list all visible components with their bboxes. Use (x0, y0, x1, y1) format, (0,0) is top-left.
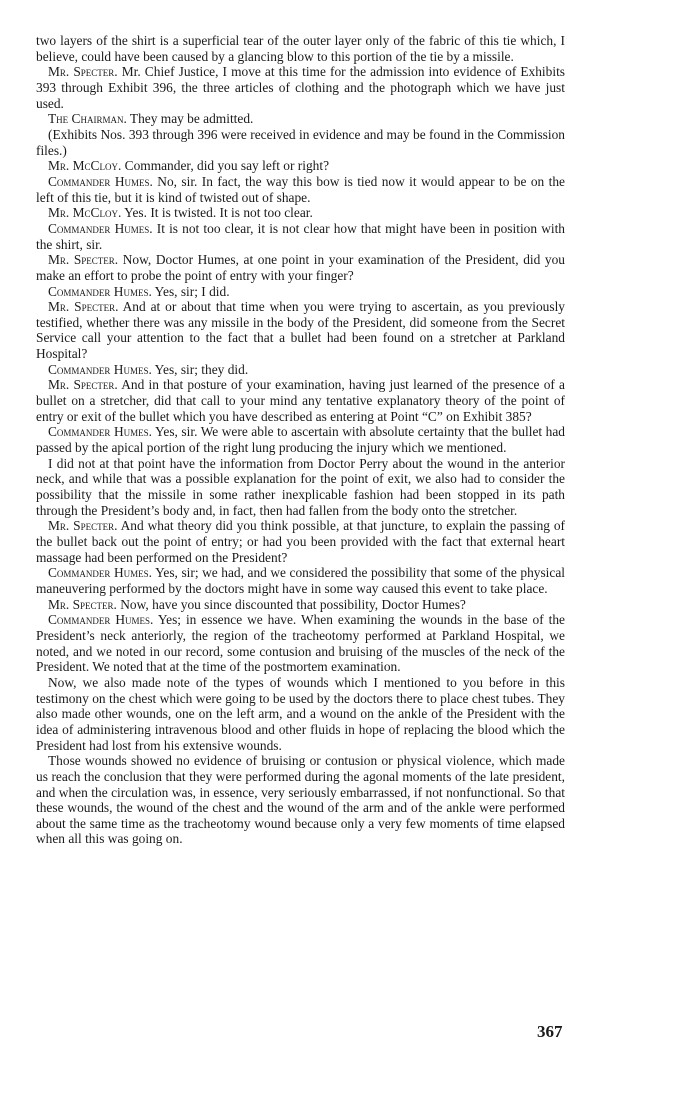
paragraph (36, 377, 565, 424)
speaker-name: The Chairman. (48, 111, 127, 127)
paragraph (36, 362, 565, 378)
paragraph-text: And what theory did you think possible, at that juncture, to explain the passing of the bullet back out the point of entry; or had you been provided with the fact that external heart massage had been performed on the President? (36, 518, 566, 565)
speaker-name: Mr. Specter. (48, 518, 118, 534)
paragraph (36, 518, 565, 565)
paragraph (36, 33, 565, 64)
paragraph (36, 299, 565, 362)
paragraph-text: It is not too clear, it is not clear how that might have been in position with the shirt, sir. (36, 220, 566, 252)
speaker-name: Mr. Specter. (48, 64, 118, 80)
paragraph-text: Now, Doctor Humes, at one point in your examination of the President, did you make an effort to probe the point of entry with your finger? (36, 252, 565, 283)
paragraph (36, 64, 565, 111)
speaker-name: Commander Humes. (48, 565, 153, 581)
paragraph (36, 753, 565, 847)
speaker-name: Mr. Specter. (48, 299, 119, 315)
page-number: 367 (537, 1022, 563, 1041)
paragraph-text: Yes, sir. We were able to ascertain with absolute certainty that the bullet had passed by the apical portion of the right lung producing the injury which we mentioned. (36, 424, 565, 456)
paragraph-text: (Exhibits Nos. 393 through 396 were received in evidence and may be found in the Commission files.) (36, 126, 565, 158)
paragraph-text: Commander, did you say left or right? (124, 158, 330, 174)
speaker-name: Commander Humes. (48, 612, 154, 628)
paragraph-text: No, sir. In fact, the way this bow is tied now it would appear to be on the left of this tie, but it is kind of twisted out of shape. (36, 173, 565, 205)
speaker-name: Mr. Specter. (48, 377, 118, 393)
speaker-name: Mr. Specter. (48, 596, 117, 612)
paragraph-text: Mr. Chief Justice, I move at this time for the admission into evidence of Exhibits 393 through Exhibit 396, the three articles of clothing and the photograph which we have just used. (36, 64, 566, 111)
paragraph (36, 111, 565, 127)
paragraph-text: Yes. It is twisted. It is not too clear. (124, 205, 313, 221)
paragraph-text: Now, have you since discounted that possibility, Doctor Humes? (120, 596, 466, 612)
paragraph (36, 174, 565, 205)
paragraph (36, 127, 565, 158)
paragraph (36, 612, 565, 675)
paragraph (36, 675, 565, 753)
paragraph (36, 221, 565, 252)
paragraph (36, 565, 565, 596)
paragraph (36, 424, 565, 455)
speaker-name: Commander Humes. (48, 220, 153, 236)
paragraph-text: And in that posture of your examination, having just learned of the presence of a bullet on a stretcher, did that call to your mind any tentative explanatory theory of the point of entry or exit of the bullet which you have described as entering at Point “C” on Exhibit 385? (36, 377, 565, 424)
paragraph (36, 205, 565, 221)
speaker-name: Mr. McCloy. (48, 158, 122, 174)
speaker-name: Mr. McCloy. (48, 205, 122, 221)
paragraph (36, 597, 565, 613)
paragraph (36, 252, 565, 283)
speaker-name: Commander Humes. (48, 173, 153, 189)
paragraph-text: Now, we also made note of the types of wounds which I mentioned to you before in this testimony on the chest which were going to be used by the doctors there to place chest tubes. They also made other wounds, one on the left arm, and a wound on the ankle of the President with the idea of administering intravenous blood and other fluids in hope of replacing the blood which the President had lost from his extensive wounds. (36, 674, 565, 753)
speaker-name: Commander Humes. (48, 424, 152, 440)
paragraph-text: two layers of the shirt is a superficial tear of the outer layer only of the fabric of this tie which, I believe, could have been caused by a glancing blow to this portion of the tie by a missile. (36, 33, 565, 64)
paragraph (36, 158, 565, 174)
paragraph-text: Yes, sir; I did. (154, 283, 230, 299)
paragraph-text: They may be admitted. (129, 111, 254, 127)
paragraph-text: Yes, sir; we had, and we considered the possibility that some of the physical maneuvering performed by the doctors might have in some way caused this event to take place. (36, 565, 566, 596)
speaker-name: Commander Humes. (48, 283, 152, 299)
paragraph-text: Those wounds showed no evidence of bruising or contusion or physical violence, which made us reach the conclusion that they were performed during the agonal moments of the late president, and when the circulation was, in essence, very seriously embarrassed, if not nonfunctional. So that these wounds, the wound of the chest and the wound of the arm and of the ankle were performed about the same time as the tracheotomy wound because only a very few moments of time elapsed when all this was going on. (36, 753, 565, 847)
speaker-name: Mr. Specter. (48, 252, 119, 268)
paragraph-text: I did not at that point have the information from Doctor Perry about the wound in the anterior neck, and while that was a possible explanation for the point of exit, we also had to consider the possibility that the missile in some rather inexplicable fashion had been stopped in its path through the President’s body and, in fact, then had fallen from the body onto the stretcher. (36, 455, 565, 518)
paragraph-text: And at or about that time when you were trying to ascertain, as you previously testified, whether there was any missile in the body of the President, did someone from the Secret Service call your attention to the fact that a bullet had been found on a stretcher at Parkland Hospital? (36, 299, 566, 362)
paragraph (36, 284, 565, 300)
paragraph-text: Yes, sir; they did. (154, 361, 249, 377)
paragraph (36, 456, 565, 519)
testimony-text (36, 33, 565, 847)
speaker-name: Commander Humes. (48, 361, 152, 377)
paragraph-text: Yes; in essence we have. When examining the wounds in the base of the President’s neck anteriorly, the region of the tracheotomy performed at Parkland Hospital, we noted, and we noted in our record, some contusion and bruising of the muscles of the neck of the President. We noted that at the time of the postmortem examination. (36, 612, 565, 675)
